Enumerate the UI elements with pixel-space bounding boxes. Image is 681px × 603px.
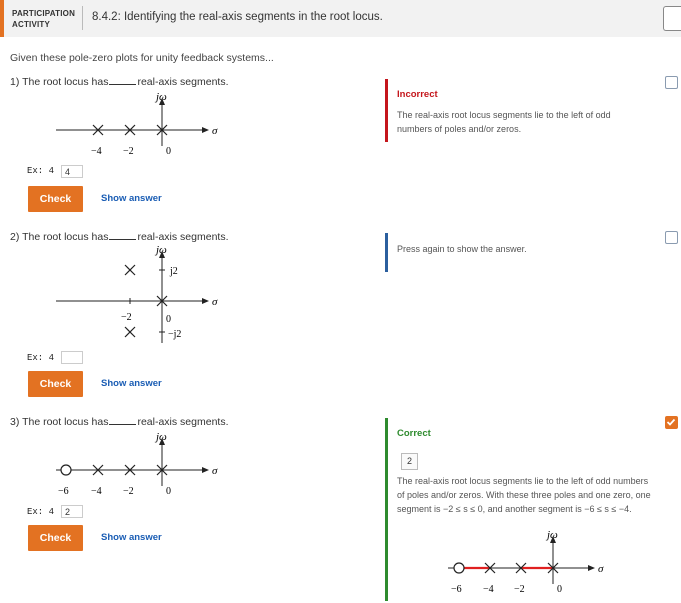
question-2-example-label: Ex: 4 [27, 353, 55, 363]
real-axis-label: σ [212, 465, 218, 477]
imag-axis-label: jω [547, 529, 558, 541]
question-3-show-answer-button[interactable]: Show answer [101, 532, 162, 543]
feedback-explanation: The real-axis root locus segments lie to the left of odd numbers of poles and/or zeros. With these three poles and one zero, one segment is −2 ≤ s ≤ 0, and another segment is −6 ≤ s ≤ −4. [397, 476, 651, 514]
question-1-prompt [10, 76, 229, 88]
pole-marker-3 [125, 327, 135, 337]
tick-label: −4 [91, 486, 102, 497]
zero-marker [61, 465, 71, 475]
real-axis-label: σ [212, 296, 218, 308]
tick-label: −4 [483, 584, 494, 595]
pole-marker-1 [125, 265, 135, 275]
real-axis-label: σ [598, 563, 604, 575]
bookmark-icon[interactable] [663, 6, 681, 31]
question-2-blank [109, 239, 136, 240]
activity-label-line1: PARTICIPATION [12, 9, 76, 18]
real-axis-arrow [202, 127, 209, 133]
tick-label: −2 [514, 584, 525, 595]
feedback-text: Press again to show the answer. [397, 244, 527, 254]
tick-label: 0 [166, 314, 171, 325]
question-2-suffix: real-axis segments. [137, 231, 229, 243]
tick-label: 0 [166, 146, 171, 157]
question-3-check-button[interactable]: Check [28, 525, 83, 551]
activity-label-line2: ACTIVITY [12, 20, 51, 29]
question-2-pole-zero-plot [50, 243, 230, 348]
question-1-feedback [385, 79, 611, 142]
tick-label: 0 [557, 584, 562, 595]
zero-marker [454, 563, 464, 573]
activity-type-label [12, 8, 75, 30]
tick-label: −2 [121, 312, 132, 323]
question-3-completion-checkbox [665, 416, 678, 429]
question-2-prompt [10, 231, 229, 243]
tick-label: j2 [170, 266, 178, 277]
feedback-status: Incorrect [397, 89, 438, 100]
tick-label: 0 [166, 486, 171, 497]
question-1-suffix: real-axis segments. [137, 76, 229, 88]
question-2-answer-input[interactable] [61, 351, 83, 364]
feedback-text: The real-axis root locus segments lie to the left of odd numbers of poles and/or zeros. [397, 110, 611, 134]
question-2-prefix: 2) The root locus has [10, 231, 109, 243]
tick-label: −6 [451, 584, 462, 595]
tick-label: −2 [123, 486, 134, 497]
question-1-show-answer-button[interactable]: Show answer [101, 193, 162, 204]
question-1-completion-checkbox [665, 76, 678, 89]
question-3-blank [109, 424, 136, 425]
real-axis-label: σ [212, 125, 218, 137]
header-divider [82, 6, 83, 30]
real-axis-arrow [588, 565, 595, 571]
tick-label: −j2 [168, 329, 182, 340]
imag-axis-label: jω [156, 431, 167, 443]
question-3-prompt [10, 416, 229, 428]
question-1-blank [109, 84, 136, 85]
activity-header [0, 0, 681, 37]
question-3-prefix: 3) The root locus has [10, 416, 109, 428]
tick-label: −4 [91, 146, 102, 157]
question-1-answer-input[interactable]: 4 [61, 165, 83, 178]
question-3-suffix: real-axis segments. [137, 416, 229, 428]
feedback-root-locus-plot [428, 526, 608, 598]
question-3-feedback [385, 418, 651, 601]
checkmark-icon [666, 417, 676, 427]
tick-label: −6 [58, 486, 69, 497]
intro-text: Given these pole-zero plots for unity feedback systems... [10, 52, 274, 64]
question-2-feedback [385, 233, 527, 272]
feedback-answer-value: 2 [401, 453, 418, 470]
real-axis-arrow [202, 298, 209, 304]
question-3-pole-zero-plot [50, 428, 230, 500]
feedback-status: Correct [397, 428, 431, 439]
question-3-example-label: Ex: 4 [27, 507, 55, 517]
question-1-pole-zero-plot [50, 88, 230, 160]
question-2-check-button[interactable]: Check [28, 371, 83, 397]
question-1-prefix: 1) The root locus has [10, 76, 109, 88]
tick-label: −2 [123, 146, 134, 157]
imag-axis-label: jω [156, 91, 167, 103]
real-axis-arrow [202, 467, 209, 473]
question-3-answer-input[interactable]: 2 [61, 505, 83, 518]
question-2-completion-checkbox [665, 231, 678, 244]
question-1-check-button[interactable]: Check [28, 186, 83, 212]
imag-axis-label: jω [156, 244, 167, 256]
activity-title: 8.4.2: Identifying the real-axis segments in the root locus. [92, 11, 383, 23]
question-1-example-label: Ex: 4 [27, 166, 55, 176]
question-2-show-answer-button[interactable]: Show answer [101, 378, 162, 389]
